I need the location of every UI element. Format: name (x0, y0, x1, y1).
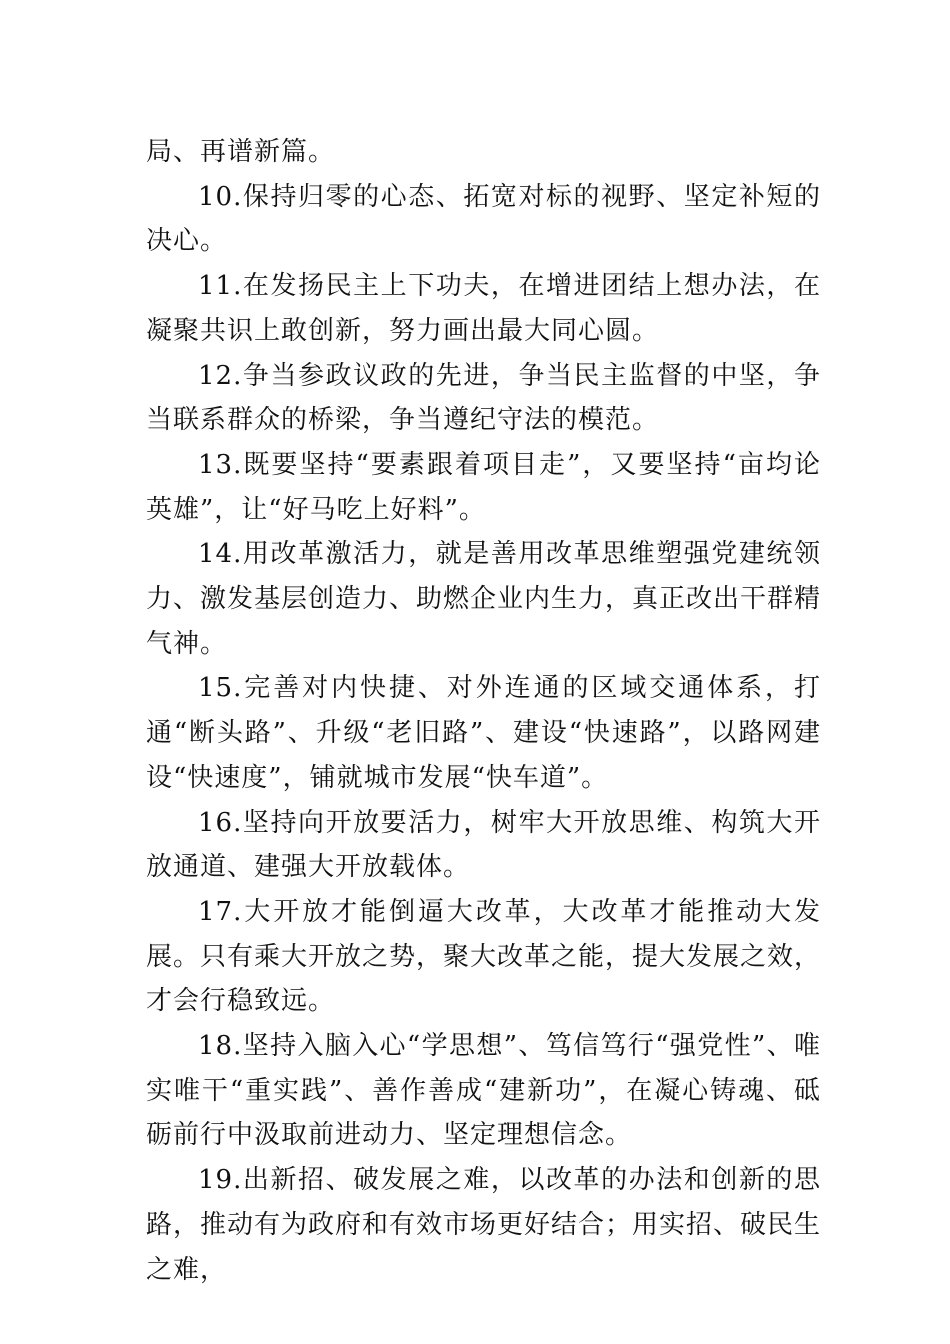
paragraph-item-15: 15.完善对内快捷、对外连通的区域交通体系，打通“断头路”、升级“老旧路”、建设“快速路”，以路网建设“快速度”，铺就城市发展“快车道”。 (146, 673, 821, 793)
document-body (146, 130, 821, 1292)
paragraph-item-11: 11.在发扬民主上下功夫，在增进团结上想办法，在凝聚共识上敢创新，努力画出最大同心圆。 (146, 271, 821, 346)
paragraph-item-12: 12.争当参政议政的先进，争当民主监督的中坚，争当联系群众的桥梁，争当遵纪守法的模范。 (146, 360, 821, 436)
paragraph-item-18: 18.坚持入脑入心“学思想”、笃信笃行“强党性”、唯实唯干“重实践”、善作善成“建新功”，在凝心铸魂、砥砺前行中汲取前进动力、坚定理想信念。 (146, 1031, 821, 1151)
paragraph-item-10: 10.保持归零的心态、拓宽对标的视野、坚定补短的决心。 (146, 181, 821, 257)
paragraph-item-14: 14.用改革激活力，就是善用改革思维塑强党建统领力、激发基层创造力、助燃企业内生力，真正改出干群精气神。 (146, 539, 822, 659)
paragraph-continuation: 局、再谱新篇。 (146, 137, 336, 167)
paragraph-item-16: 16.坚持向开放要活力，树牢大开放思维、构筑大开放通道、建强大开放载体。 (146, 807, 821, 883)
paragraph-item-19: 19.出新招、破发展之难，以改革的办法和创新的思路，推动有为政府和有效市场更好结合；用实招、破民生之难， (146, 1165, 822, 1285)
paragraph-item-17: 17.大开放才能倒逼大改革，大改革才能推动大发展。只有乘大开放之势，聚大改革之能，提大发展之效，才会行稳致远。 (146, 896, 822, 1017)
paragraph-item-13: 13.既要坚持“要素跟着项目走”，又要坚持“亩均论英雄”，让“好马吃上好料”。 (146, 449, 821, 525)
